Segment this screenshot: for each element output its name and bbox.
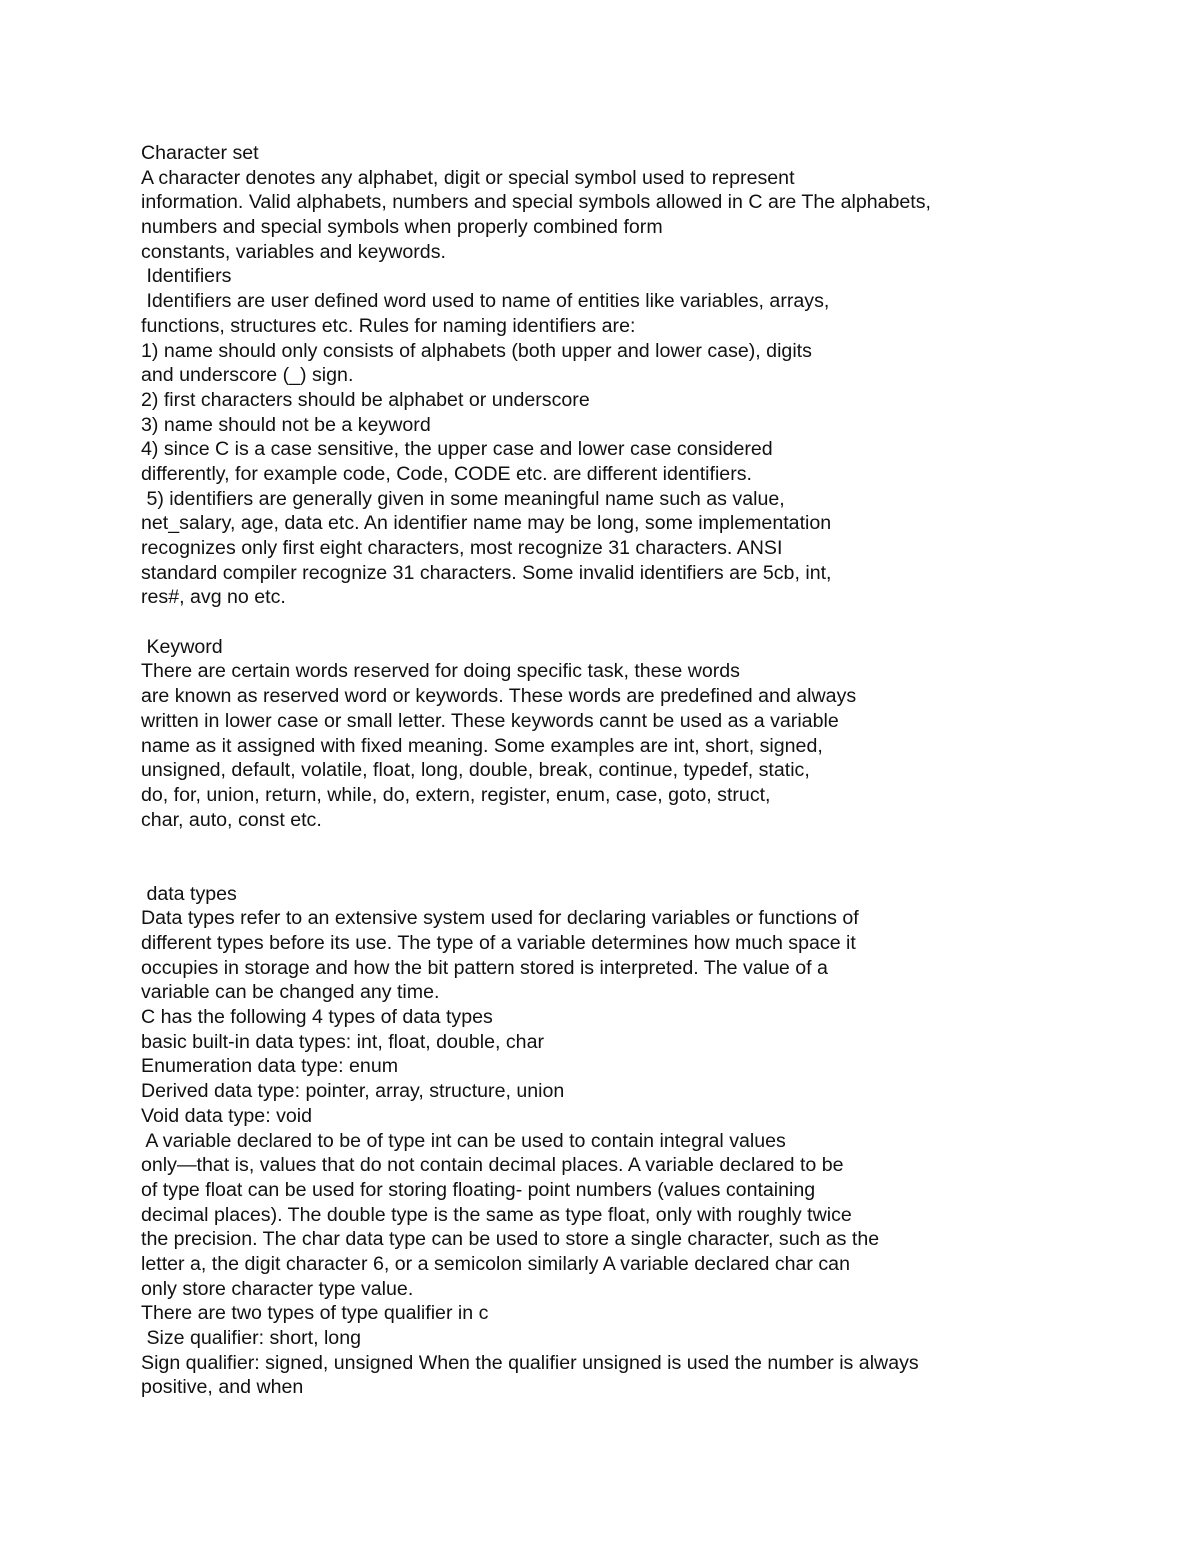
paragraph-line: information. Valid alphabets, numbers and special symbols allowed in C are The alphabets, xyxy=(141,191,931,214)
paragraph-line: functions, structures etc. Rules for naming identifiers are: xyxy=(141,314,636,337)
list-item: standard compiler recognize 31 characters. Some invalid identifiers are 5cb, int, xyxy=(141,561,832,584)
blank-line xyxy=(141,832,1141,857)
paragraph-line: variable can be changed any time. xyxy=(141,981,440,1004)
list-item: 4) since C is a case sensitive, the upper case and lower case considered xyxy=(141,438,773,461)
paragraph-line: only store character type value. xyxy=(141,1277,414,1300)
paragraph-line: Identifiers are user defined word used to name of entities like variables, arrays, xyxy=(141,290,830,313)
blank-line xyxy=(141,857,1141,882)
document-body xyxy=(141,141,1141,1400)
list-item: 5) identifiers are generally given in some meaningful name such as value, xyxy=(141,487,785,510)
heading-identifiers: Identifiers xyxy=(141,265,232,288)
list-item: 2) first characters should be alphabet or underscore xyxy=(141,388,590,411)
paragraph-line: the precision. The char data type can be used to store a single character, such as the xyxy=(141,1228,880,1251)
list-item: res#, avg no etc. xyxy=(141,586,286,609)
paragraph-line: name as it assigned with fixed meaning. Some examples are int, short, signed, xyxy=(141,734,823,757)
blank-line xyxy=(141,610,1141,635)
paragraph-line: A character denotes any alphabet, digit or special symbol used to represent xyxy=(141,166,795,189)
list-item: recognizes only first eight characters, most recognize 31 characters. ANSI xyxy=(141,537,783,559)
paragraph-line: Data types refer to an extensive system used for declaring variables or functions of xyxy=(141,907,859,930)
paragraph-line: char, auto, const etc. xyxy=(141,808,322,831)
list-item: basic built-in data types: int, float, double, char xyxy=(141,1030,544,1053)
paragraph-line: C has the following 4 types of data types xyxy=(141,1006,493,1029)
paragraph-line: are known as reserved word or keywords. These words are predefined and always xyxy=(141,685,857,708)
heading-character-set: Character set xyxy=(141,142,259,164)
list-item: Enumeration data type: enum xyxy=(141,1055,399,1078)
paragraph-line: do, for, union, return, while, do, extern, register, enum, case, goto, struct, xyxy=(141,783,771,806)
paragraph-line: of type float can be used for storing floating- point numbers (values containing xyxy=(141,1178,816,1201)
paragraph-line: A variable declared to be of type int can be used to contain integral values xyxy=(141,1129,786,1152)
paragraph-line: letter a, the digit character 6, or a semicolon similarly A variable declared char can xyxy=(141,1252,850,1275)
paragraph-line: positive, and when xyxy=(141,1376,304,1399)
paragraph-line: different types before its use. The type of a variable determines how much space it xyxy=(141,932,856,954)
heading-data-types: data types xyxy=(141,882,237,905)
paragraph-line: constants, variables and keywords. xyxy=(141,240,446,263)
paragraph-line: only—that is, values that do not contain decimal places. A variable declared to be xyxy=(141,1154,844,1177)
list-item: Size qualifier: short, long xyxy=(141,1327,361,1349)
list-item: 3) name should not be a keyword xyxy=(141,413,431,436)
paragraph-line: unsigned, default, volatile, float, long, double, break, continue, typedef, static, xyxy=(141,759,810,782)
list-item: Derived data type: pointer, array, structure, union xyxy=(141,1080,565,1103)
list-item: Void data type: void xyxy=(141,1104,313,1127)
paragraph-line: decimal places). The double type is the same as type float, only with roughly twice xyxy=(141,1203,852,1226)
paragraph-line: occupies in storage and how the bit pattern stored is interpreted. The value of a xyxy=(141,956,828,979)
paragraph-line: There are certain words reserved for doing specific task, these words xyxy=(141,660,740,683)
heading-keyword: Keyword xyxy=(141,635,223,658)
paragraph-line: written in lower case or small letter. These keywords cannt be used as a variable xyxy=(141,709,839,732)
list-item: and underscore (_) sign. xyxy=(141,364,354,387)
list-item: net_salary, age, data etc. An identifier name may be long, some implementation xyxy=(141,512,832,535)
paragraph-line: There are two types of type qualifier in c xyxy=(141,1302,489,1325)
paragraph-line: numbers and special symbols when properly combined form xyxy=(141,216,663,239)
list-item: differently, for example code, Code, CODE etc. are different identifiers. xyxy=(141,462,752,485)
list-item: Sign qualifier: signed, unsigned When the qualifier unsigned is used the number is always xyxy=(141,1351,919,1374)
list-item: 1) name should only consists of alphabets (both upper and lower case), digits xyxy=(141,339,812,362)
